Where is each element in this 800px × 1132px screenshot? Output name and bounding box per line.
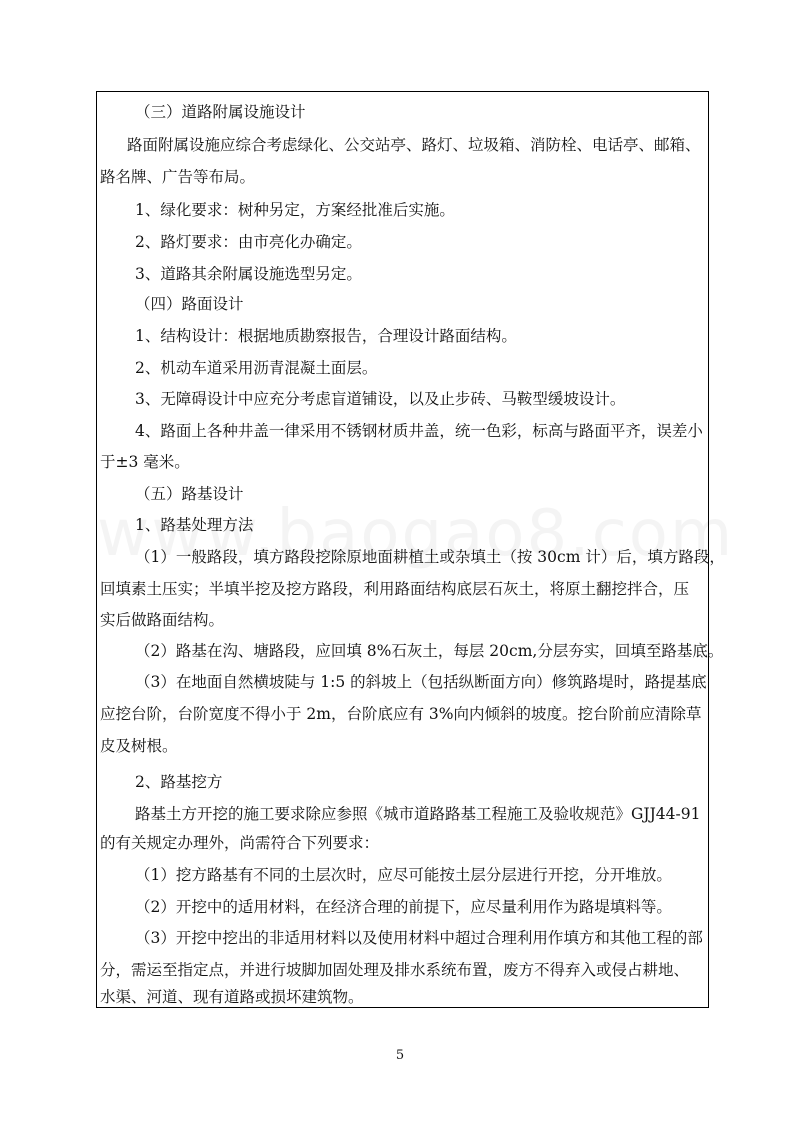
paragraph-line: （2）路基在沟、塘路段，应回填 8%石灰土，每层 20cm,分层夯实，回填至路基底。: [135, 642, 724, 660]
paragraph-line: （1）挖方路基有不同的土层次时，应尽可能按土层分层进行开挖，分开堆放。: [135, 866, 672, 884]
paragraph-line: （3）在地面自然横坡陡与 1:5 的斜坡上（包括纵断面方向）修筑路堤时，路提基底: [135, 673, 707, 691]
page-number: 5: [395, 1048, 405, 1063]
paragraph-line: 路面附属设施应综合考虑绿化、公交站亭、路灯、垃圾箱、消防栓、电话亭、邮箱、: [127, 136, 701, 154]
list-item: 3、道路其余附属设施选型另定。: [135, 265, 362, 283]
paragraph-line: （1）一般路段，填方路段挖除原地面耕植土或杂填土（按 30cm 计）后，填方路段，: [135, 548, 725, 566]
paragraph-line: 路基土方开挖的施工要求除应参照《城市道路路基工程施工及验收规范》GJJ44-91: [135, 805, 701, 823]
paragraph-line: 水渠、河道、现有道路或损坏建筑物。: [100, 988, 364, 1006]
paragraph-line: 实后做路面结构。: [100, 611, 225, 629]
heading-pavement-design: （四）路面设计: [135, 295, 244, 313]
paragraph-line: 于±3 毫米。: [100, 453, 190, 471]
list-item: 3、无障碍设计中应充分考虑盲道铺设，以及止步砖、马鞍型缓坡设计。: [135, 390, 626, 408]
paragraph-line: 分，需运至指定点，并进行坡脚加固处理及排水系统布置，废方不得弃入或侵占耕地、: [100, 961, 690, 979]
heading-road-accessory-design: （三）道路附属设施设计: [135, 103, 306, 121]
heading-subgrade-design: （五）路基设计: [135, 485, 244, 503]
paragraph-line: 皮及树根。: [100, 737, 178, 755]
paragraph-line: 路名牌、广告等布局。: [100, 168, 256, 186]
list-item: 1、结构设计：根据地质勘察报告，合理设计路面结构。: [135, 327, 517, 345]
list-item: 1、绿化要求：树种另定，方案经批准后实施。: [135, 201, 455, 219]
paragraph-line: 回填素土压实；半填半挖及挖方路段，利用路面结构底层石灰土，将原土翻挖拌合，压: [100, 580, 690, 598]
paragraph-line: （2）开挖中的适用材料，在经济合理的前提下，应尽量利用作为路堤填料等。: [135, 898, 672, 916]
paragraph-line: （3）开挖中挖出的非适用材料以及使用材料中超过合理利用作填方和其他工程的部: [135, 929, 703, 947]
content-frame: [96, 91, 725, 1008]
paragraph-line: 的有关规定办理外，尚需符合下列要求：: [100, 834, 380, 852]
list-item: 4、路面上各种井盖一律采用不锈钢材质井盖，统一色彩，标高与路面平齐，误差小: [135, 422, 703, 440]
paragraph-line: 应挖台阶，台阶宽度不得小于 2m，台阶底应有 3%向内倾斜的坡度。挖台阶前应清除草: [100, 705, 702, 723]
subheading: 2、路基挖方: [135, 773, 223, 791]
list-item: 2、机动车道采用沥青混凝土面层。: [135, 359, 378, 377]
list-item: 2、路灯要求：由市亮化办确定。: [135, 233, 362, 251]
subheading: 1、路基处理方法: [135, 516, 254, 534]
